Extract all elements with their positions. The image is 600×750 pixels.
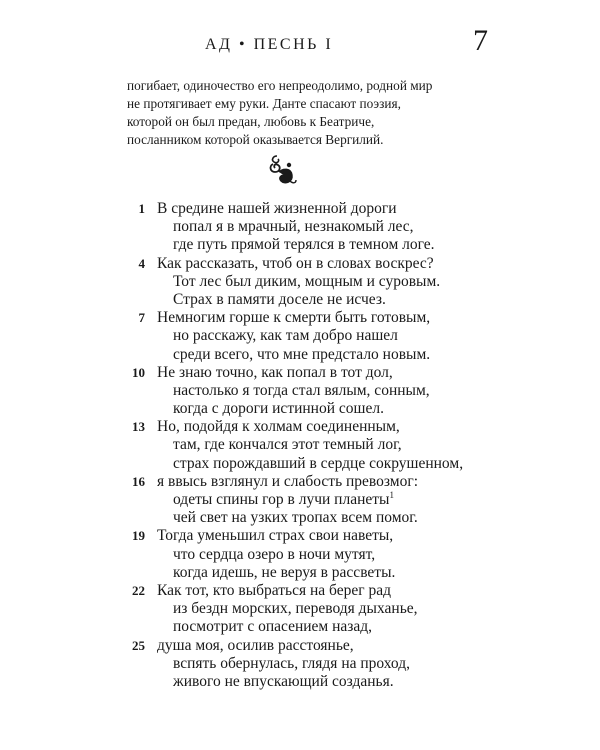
verse-number: 19	[132, 528, 145, 544]
verse-text-content: страх порождавший в сердце сокрушенном,	[173, 454, 464, 472]
verse-line	[0, 255, 600, 273]
verse-line	[0, 382, 600, 400]
verse-text-content: чей свет на узких тропах всем помог.	[173, 509, 418, 527]
verse-text-content: одеты спины гор в лучи планеты	[173, 491, 390, 508]
verse-text	[173, 655, 410, 673]
page-number: 7	[473, 24, 488, 57]
verse-text-content: Тогда уменьшил страх свои наветы,	[157, 527, 394, 545]
intro-line: не протягивает ему руки. Данте спасают поэзия,	[127, 96, 401, 111]
verse-text	[173, 218, 414, 236]
verse-text	[173, 618, 372, 636]
verse-line	[0, 546, 600, 564]
verse-text	[173, 436, 402, 454]
verse-text	[173, 291, 386, 309]
verse-text	[173, 491, 394, 509]
verse-number: 22	[132, 582, 145, 598]
verse-text	[157, 582, 391, 600]
footnote-marker[interactable]: 1	[389, 489, 394, 500]
verse-line	[0, 400, 600, 418]
verse-line	[0, 473, 600, 491]
verse-text-content: настолько я тогда стал вялым, сонным,	[173, 381, 430, 399]
verse-text	[173, 382, 430, 400]
verse-line	[0, 418, 600, 436]
verse-text-content: Немногим горше к смерти быть готовым,	[157, 309, 431, 327]
verse-text	[173, 346, 430, 364]
verse-text-content: посмотрит с опасением назад,	[173, 618, 373, 636]
poem-stanzas	[0, 200, 600, 691]
verse-line	[0, 436, 600, 454]
intro-line: погибает, одиночество его непреодолимо, родной мир	[127, 78, 433, 93]
verse-line	[0, 673, 600, 691]
verse-text	[173, 273, 440, 291]
verse-text-content: среди всего, что мне предстало новым.	[173, 345, 431, 363]
verse-line	[0, 327, 600, 345]
verse-text-content: Не знаю точно, как попал в тот дол,	[157, 363, 393, 381]
verse-number: 25	[132, 637, 145, 653]
verse-text	[157, 309, 430, 327]
verse-text-content: когда с дороги истинной сошел.	[173, 400, 384, 418]
running-title: АД • ПЕСНЬ I	[205, 36, 334, 53]
verse-text-content: из бездн морских, переводя дыханье,	[173, 600, 418, 618]
verse-text-content: В средине нашей жизненной дороги	[157, 200, 397, 217]
verse-line	[0, 273, 600, 291]
verse-text-content: но расскажу, как там добро нашел	[173, 327, 398, 345]
verse-line	[0, 491, 600, 509]
verse-text-content: я ввысь взглянул и слабость превозмог:	[157, 472, 419, 490]
verse-text	[157, 473, 418, 491]
verse-line	[0, 364, 600, 382]
verse-text-content: что сердца озеро в ночи мутят,	[173, 545, 376, 563]
verse-text	[173, 509, 418, 527]
verse-line	[0, 637, 600, 655]
verse-line	[0, 582, 600, 600]
verse-text	[157, 255, 434, 273]
verse-line	[0, 218, 600, 236]
verse-text	[157, 527, 393, 545]
verse-line	[0, 236, 600, 254]
verse-line	[0, 618, 600, 636]
fleuron-ornament-icon	[263, 152, 303, 188]
verse-text-content: попал я в мрачный, незнакомый лес,	[173, 218, 414, 236]
verse-text	[173, 327, 398, 345]
verse-line	[0, 600, 600, 618]
intro-line: посланником которой оказывается Вергилий.	[127, 132, 384, 147]
verse-text	[157, 200, 397, 218]
verse-text-content: Тот лес был диким, мощным и суровым.	[173, 272, 441, 290]
verse-text	[157, 418, 400, 436]
verse-line	[0, 527, 600, 545]
intro-line: которой он был предан, любовь к Беатриче,	[127, 114, 375, 129]
verse-number: 1	[138, 201, 145, 216]
verse-number: 13	[132, 419, 145, 435]
verse-text	[173, 546, 375, 564]
verse-text-content: живого не впускающий созданья.	[173, 672, 394, 690]
verse-number: 4	[138, 255, 145, 271]
verse-text-content: Страх в памяти доселе не исчез.	[173, 290, 386, 308]
verse-line	[0, 346, 600, 364]
verse-number: 10	[132, 364, 145, 380]
verse-text-content: Но, подойдя к холмам соединенным,	[157, 418, 400, 436]
verse-text-content: Как рассказать, чтоб он в словах воскрес?	[157, 254, 434, 272]
verse-line	[0, 455, 600, 473]
verse-text	[173, 673, 394, 691]
verse-text	[173, 236, 435, 254]
verse-text	[173, 564, 395, 582]
verse-line	[0, 291, 600, 309]
verse-text-content: когда идешь, не веруя в рассветы.	[173, 563, 396, 581]
verse-line	[0, 564, 600, 582]
verse-number: 16	[132, 473, 145, 489]
verse-text-content: вспять обернулась, глядя на проход,	[173, 654, 410, 672]
running-head	[0, 24, 600, 62]
verse-number: 7	[138, 310, 145, 326]
verse-text-content: где путь прямой терялся в темном логе.	[173, 236, 435, 254]
verse-line	[0, 509, 600, 527]
verse-text-content: там, где кончался этот темный лог,	[173, 436, 402, 454]
verse-text-content: Как тот, кто выбраться на берег рад	[157, 581, 391, 599]
verse-text	[157, 637, 354, 655]
verse-text	[173, 400, 384, 418]
verse-text	[173, 455, 463, 473]
verse-line	[0, 655, 600, 673]
verse-text	[173, 600, 418, 618]
verse-text	[157, 364, 393, 382]
intro-paragraph	[127, 77, 527, 149]
verse-line	[0, 309, 600, 327]
verse-text-content: душа моя, осилив расстоянье,	[157, 636, 354, 654]
verse-line	[0, 200, 600, 218]
